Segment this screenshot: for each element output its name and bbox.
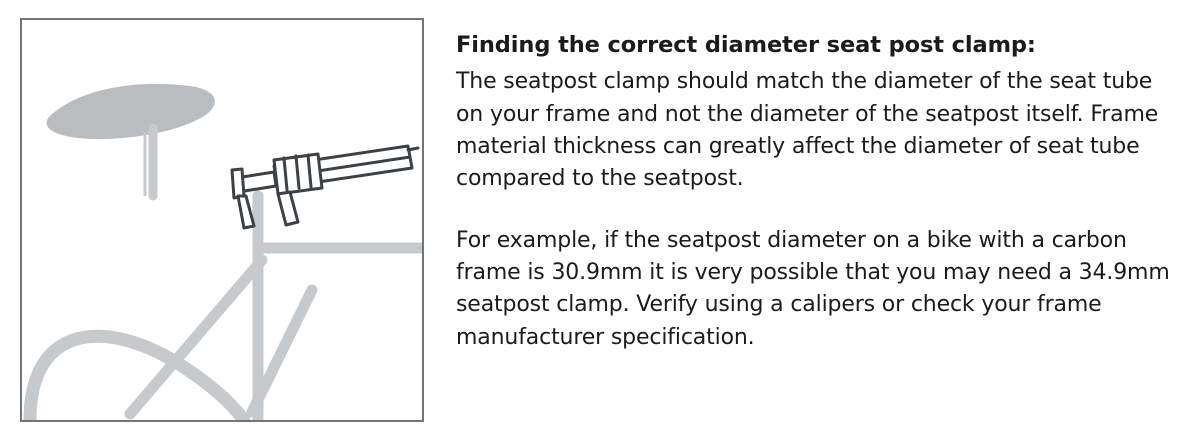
page-title: Finding the correct diameter seat post clamp: [456, 32, 1036, 58]
bicycle-frame-icon [130, 196, 422, 420]
illustration-panel [20, 18, 424, 422]
paragraph-spacer [456, 196, 1176, 225]
text-panel [456, 30, 1176, 354]
bicycle-caliper-illustration [22, 20, 422, 420]
paragraph-2: For example, if the seatpost diameter on a bike with a carbon frame is 30.9mm it is very possible that you may need a 34.9mm seatpost clamp. Verify using a calipers or check your frame manufacturer specification. [456, 227, 1170, 350]
seat-post-icon [145, 128, 153, 196]
paragraph-1: The seatpost clamp should match the diameter of the seat tube on your frame and not the diameter of the seatpost itself. Frame material thickness can greatly affect the diameter of seat tube compared to the seatpost. [456, 69, 1159, 192]
saddle-icon [47, 84, 215, 139]
